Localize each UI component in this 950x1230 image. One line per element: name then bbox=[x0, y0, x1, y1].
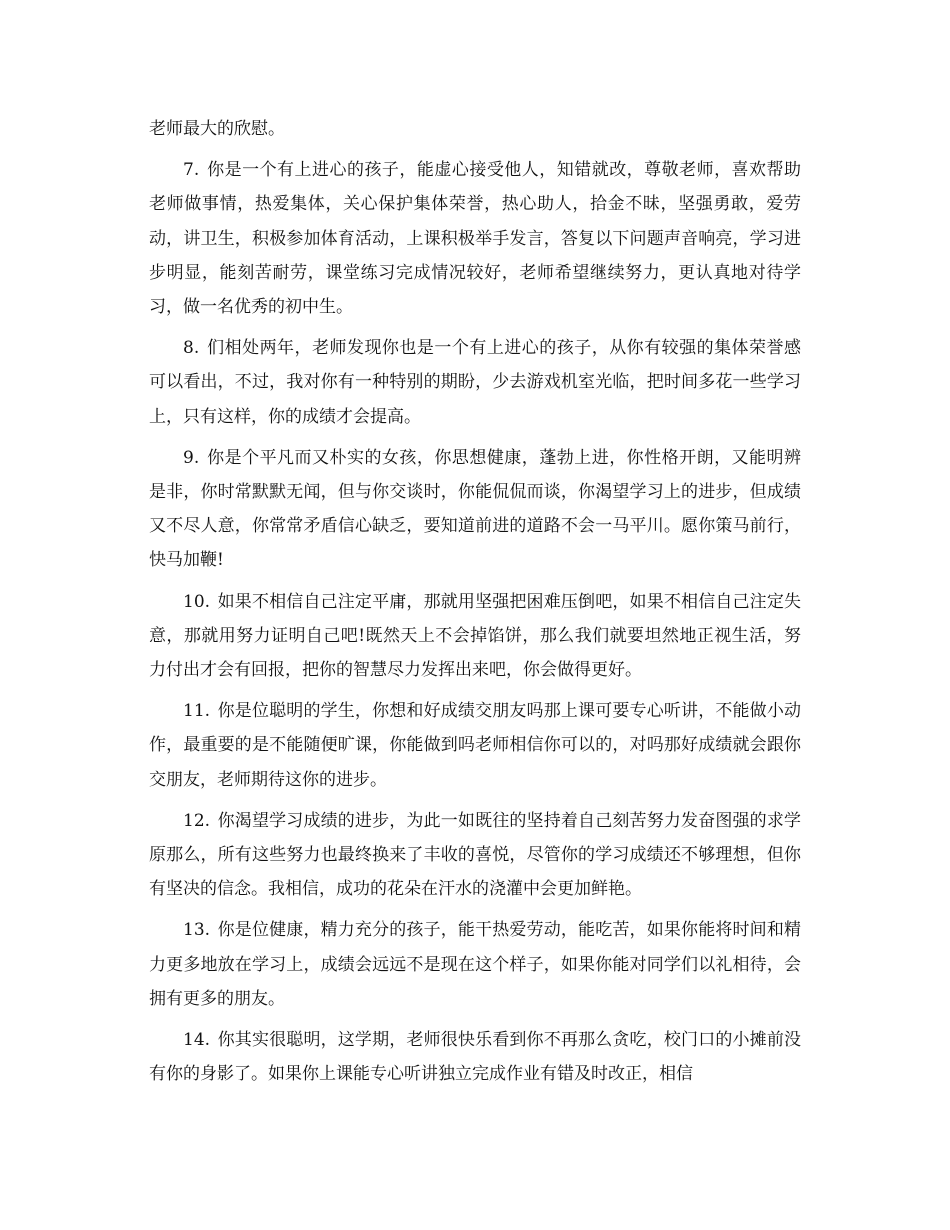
item-text: 你渴望学习成绩的进步，为此一如既往的坚持着自己刻苦努力发奋图强的求学原那么，所有这些努力也最终换来了丰收的喜悦，尽管你的学习成绩还不够理想，但你有坚决的信念。我相信，成功的花朵在汗水的浇灌中会更加鲜艳。 bbox=[149, 810, 802, 900]
item-number: 10. bbox=[183, 591, 211, 612]
comment-item-9 bbox=[149, 441, 801, 578]
item-number: 14. bbox=[183, 1030, 211, 1051]
continuation-paragraph: 老师最大的欣慰。 bbox=[149, 119, 285, 139]
comment-item-13 bbox=[149, 913, 801, 1016]
comment-item-11 bbox=[149, 694, 801, 797]
item-number: 12. bbox=[183, 810, 211, 831]
document-body bbox=[149, 112, 801, 1091]
item-text: 你是个平凡而又朴实的女孩，你思想健康，蓬勃上进，你性格开朗，又能明辨是非，你时常默默无闻，但与你交谈时，你能侃侃而谈，你渴望学习上的进步，但成绩又不尽人意，你常常矛盾信心缺乏，要知道前进的道路不会一马平川。愿你策马前行，快马加鞭! bbox=[149, 447, 802, 571]
item-text: 你其实很聪明，这学期，老师很快乐看到你不再那么贪吃，校门口的小摊前没有你的身影了。如果你上课能专心听讲独立完成作业有错及时改正，相信 bbox=[149, 1030, 802, 1085]
comment-item-8 bbox=[149, 331, 801, 434]
item-number: 9. bbox=[183, 447, 200, 468]
item-text: 如果不相信自己注定平庸，那就用坚强把困难压倒吧，如果不相信自己注定失意，那就用努力证明自己吧!既然天上不会掉馅饼，那么我们就要坦然地正视生活，努力付出才会有回报，把你的智慧尽力发挥出来吧，你会做得更好。 bbox=[149, 591, 802, 681]
item-text: 们相处两年，老师发现你也是一个有上进心的孩子，从你有较强的集体荣誉感可以看出，不过，我对你有一种特别的期盼，少去游戏机室光临，把时间多花一些学习上，只有这样，你的成绩才会提高。 bbox=[149, 338, 802, 427]
item-number: 13. bbox=[183, 920, 211, 941]
item-text: 你是一个有上进心的孩子，能虚心接受他人，知错就改，尊敬老师，喜欢帮助老师做事情，热爱集体，关心保护集体荣誉，热心助人，拾金不昧，坚强勇敢，爱劳动，讲卫生，积极参加体育活动，上课积极举手发言，答复以下问题声音响亮，学习进步明显，能刻苦耐劳，课堂练习完成情况较好，老师希望继续努力，更认真地对待学习，做一名优秀的初中生。 bbox=[149, 160, 802, 318]
comment-item-10 bbox=[149, 585, 801, 688]
item-number: 8. bbox=[183, 338, 200, 359]
item-text: 你是位健康，精力充分的孩子，能干热爱劳动，能吃苦，如果你能将时间和精力更多地放在学习上，成绩会远远不是现在这个样子，如果你能对同学们以礼相待，会拥有更多的朋友。 bbox=[149, 920, 802, 1009]
comment-item-12 bbox=[149, 804, 801, 907]
item-number: 11. bbox=[183, 701, 211, 722]
comment-item-7 bbox=[149, 153, 801, 324]
item-number: 7. bbox=[183, 160, 200, 181]
comment-item-14 bbox=[149, 1023, 801, 1091]
item-text: 你是位聪明的学生，你想和好成绩交朋友吗那上课可要专心听讲，不能做小动作，最重要的是不能随便旷课，你能做到吗老师相信你可以的，对吗那好成绩就会跟你交朋友，老师期待这你的进步。 bbox=[149, 701, 802, 790]
